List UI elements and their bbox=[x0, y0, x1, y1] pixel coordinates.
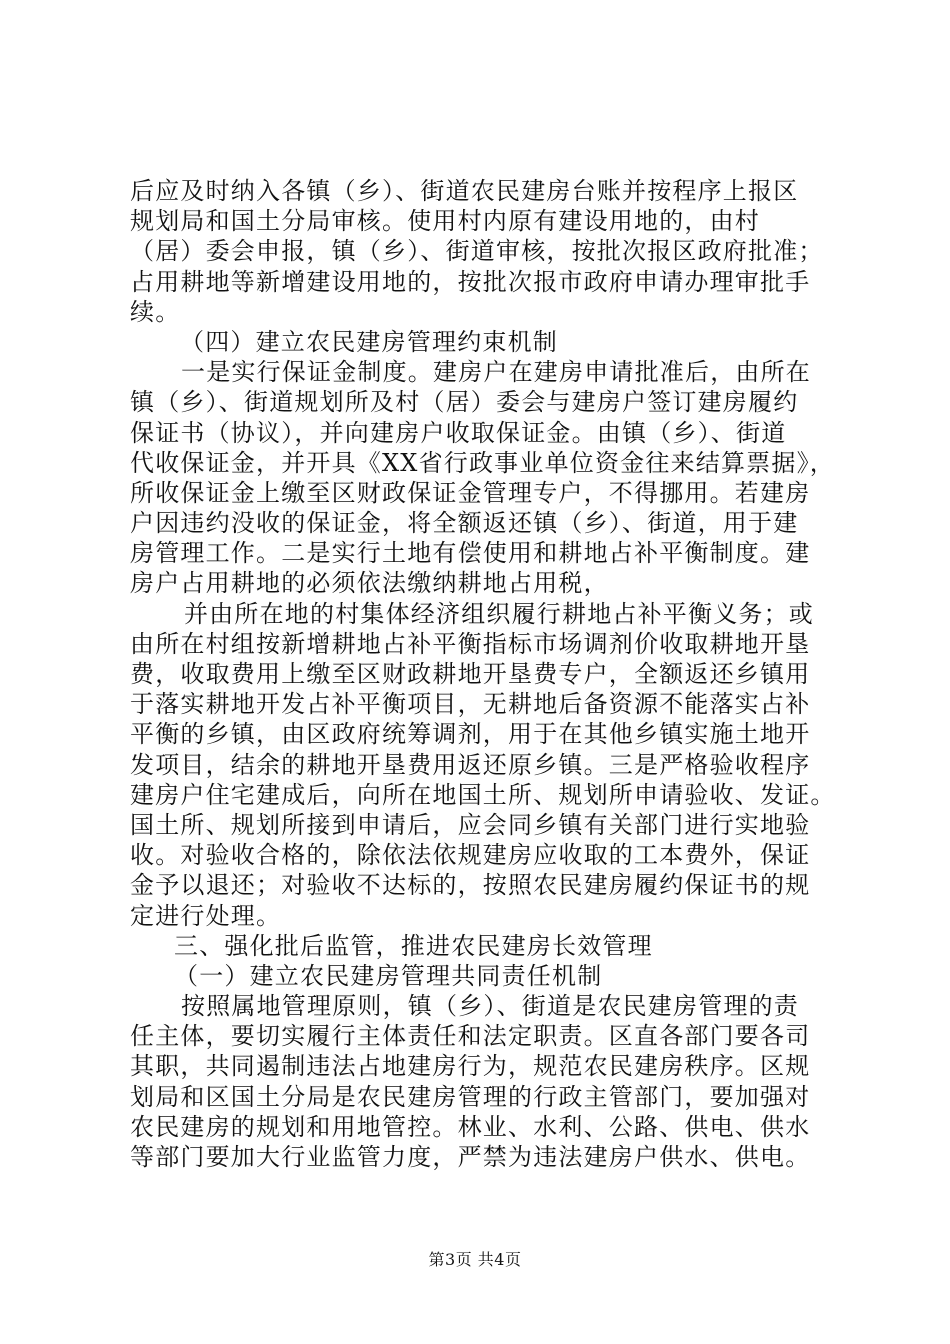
text-line: （居）委会申报，镇（乡）、街道审核，按批次报区政府批准； bbox=[130, 237, 824, 266]
page-number: 第3页 共4页 bbox=[428, 1250, 522, 1269]
text-line: 代收保证金，并开具《XX省行政事业单位资金往来结算票据》， bbox=[130, 448, 835, 477]
text-line: 建房户住宅建成后，向所在地国土所、规划所申请验收、发证。 bbox=[130, 780, 836, 809]
text-line: 平衡的乡镇，由区政府统筹调剂，用于在其他乡镇实施土地开 bbox=[130, 720, 811, 749]
paragraph-first-line: 一是实行保证金制度。建房户在建房申请批准后，由所在 bbox=[181, 358, 811, 387]
text-line: 发项目，结余的耕地开垦费用返还原乡镇。三是严格验收程序 bbox=[130, 750, 811, 779]
text-line: 金予以退还；对验收不达标的，按照农民建房履约保证书的规 bbox=[130, 871, 811, 900]
document-body bbox=[130, 176, 836, 1172]
text-line: 占用耕地等新增建设用地的，按批次报市政府申请办理审批手 bbox=[130, 267, 811, 296]
text-line: 续。 bbox=[130, 297, 181, 326]
text-line: 农民建房的规划和用地管控。林业、水利、公路、供电、供水 bbox=[130, 1112, 811, 1141]
subsection-heading: （一）建立农民建房管理共同责任机制 bbox=[174, 961, 603, 990]
text-line: 规划局和国土分局审核。使用村内原有建设用地的，由村 bbox=[130, 207, 760, 236]
text-line: 房管理工作。二是实行土地有偿使用和耕地占补平衡制度。建 bbox=[130, 539, 811, 568]
text-line: 国土所、规划所接到申请后，应会同乡镇有关部门进行实地验 bbox=[130, 810, 811, 839]
text-line: 其职，共同遏制违法占地建房行为，规范农民建房秩序。区规 bbox=[130, 1052, 811, 1081]
text-line: 户因违约没收的保证金，将全额返还镇（乡）、街道，用于建 bbox=[130, 509, 799, 538]
text-line: 保证书（协议），并向建房户收取保证金。由镇（乡）、街道 bbox=[130, 418, 787, 447]
text-line: 所收保证金上缴至区财政保证金管理专户，不得挪用。若建房 bbox=[130, 478, 811, 507]
section-heading: 三、强化批后监管，推进农民建房长效管理 bbox=[174, 931, 653, 960]
paragraph-first-line: 按照属地管理原则，镇（乡）、街道是农民建房管理的责 bbox=[181, 992, 799, 1021]
text-line: 划局和区国土分局是农民建房管理的行政主管部门，要加强对 bbox=[130, 1082, 811, 1111]
text-line: 任主体，要切实履行主体责任和法定职责。区直各部门要各司 bbox=[130, 1022, 811, 1051]
text-line: 由所在村组按新增耕地占补平衡指标市场调剂价收取耕地开垦 bbox=[130, 629, 811, 658]
text-line: 等部门要加大行业监管力度，严禁为违法建房户供水、供电。 bbox=[130, 1143, 811, 1171]
text-line: 费，收取费用上缴至区财政耕地开垦费专户，全额返还乡镇用 bbox=[130, 660, 811, 688]
text-line: 收。对验收合格的，除依法依规建房应收取的工本费外，保证 bbox=[130, 841, 811, 870]
section-heading: （四）建立农民建房管理约束机制 bbox=[180, 327, 558, 356]
text-line: 镇（乡）、街道规划所及村（居）委会与建房户签订建房履约 bbox=[130, 388, 799, 417]
text-line: 于落实耕地开发占补平衡项目，无耕地后备资源不能落实占补 bbox=[130, 690, 811, 719]
paragraph-first-line: 并由所在地的村集体经济组织履行耕地占补平衡义务；或 bbox=[184, 599, 814, 628]
text-line: 定进行处理。 bbox=[130, 901, 282, 930]
text-line: 房户占用耕地的必须依法缴纳耕地占用税， bbox=[130, 569, 609, 598]
text-line: 后应及时纳入各镇（乡）、街道农民建房台账并按程序上报区 bbox=[130, 177, 799, 205]
